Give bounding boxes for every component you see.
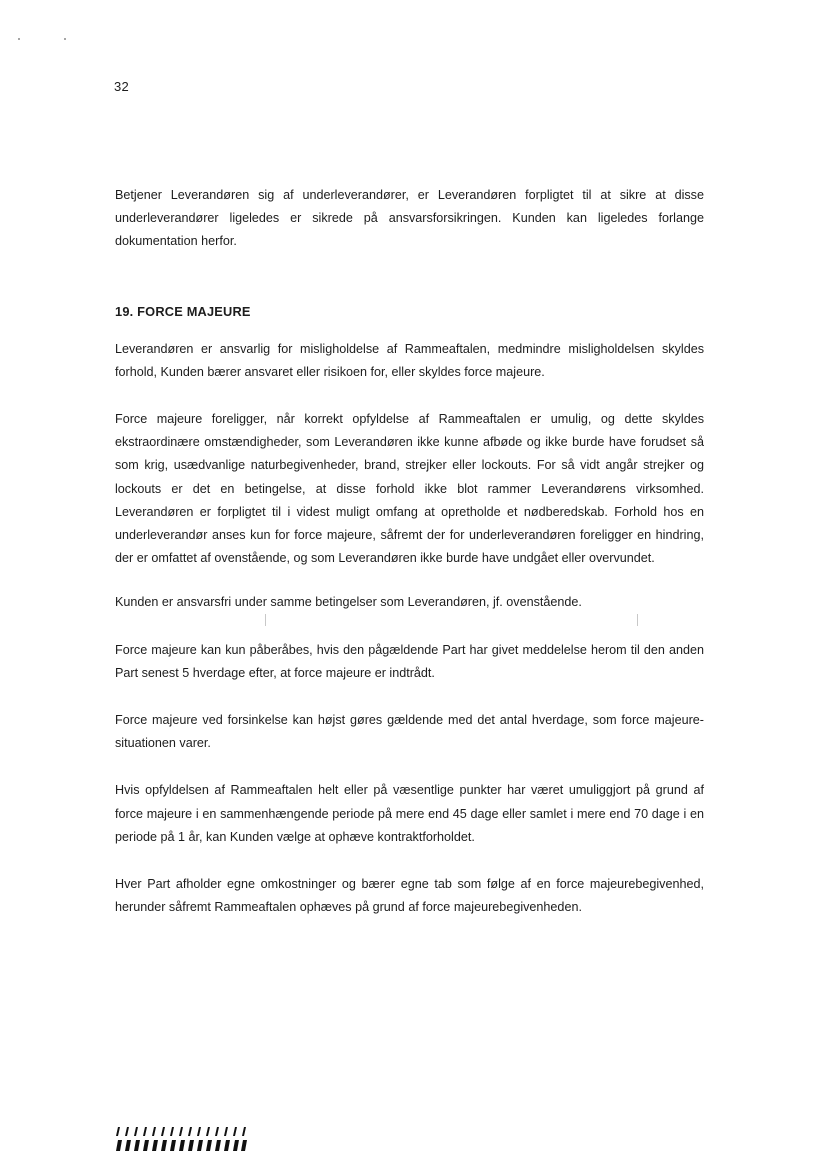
scan-margin-mark xyxy=(637,614,638,626)
scan-artifact-dot xyxy=(64,38,66,40)
page-number: 32 xyxy=(114,79,130,94)
paragraph-notice: Force majeure kan kun påberåbes, hvis den pågældende Part har givet meddelelse herom til den anden Part senest 5 hverdage efter, at force majeure er indtrådt. xyxy=(115,642,704,680)
paragraph-costs: Hver Part afholder egne omkostninger og bærer egne tab som følge af en force majeurebegivenhed, herunder såfremt Rammeaftalen ophæves på grund af force majeurebegivenheden. xyxy=(115,877,704,915)
paragraph-termination: Hvis opfyldelsen af Rammeaftalen helt eller på væsentlige punkter har været umuliggjort på grund af force majeure i en sammenhængende periode på mere end 45 dage eller samlet i mere end 70 dage i en periode på 1 år, kan Kunden vælge at ophæve kontraktforholdet. xyxy=(115,783,704,844)
document-body xyxy=(115,184,704,943)
scan-artifact-dot xyxy=(18,38,20,40)
scan-margin-mark xyxy=(265,614,266,626)
paragraph-customer-exemption: Kunden er ansvarsfri under samme betingelser som Leverandøren, jf. ovenstående. xyxy=(115,595,582,610)
paragraph-definition: Force majeure foreligger, når korrekt opfyldelse af Rammeaftalen er umulig, og dette skyldes ekstraordinære omstændigheder, som Leverandøren ikke kunne afbøde og ikke burde have forudset så som krig, usædvanlige naturbegivenheder, brand, strejker eller lockouts. For så vidt angår strejker og lockouts er det en betingelse, at disse forhold ikke blot rammer Leverandørens virksomhed. Leverandøren er forpligtet til i videst muligt omfang at opretholde et nødberedskab. Forhold hos en underleverandør anses kun for force majeure, såfremt der for underleverandøren foreligger en hindring, der er omfattet af ovenstående, og som Leverandøren ikke burde have undgået eller overvundet. xyxy=(115,412,704,566)
paragraph-delay: Force majeure ved forsinkelse kan højst gøres gældende med det antal hverdage, som force majeure-situationen varer. xyxy=(115,713,704,751)
document-barcode xyxy=(116,1125,248,1153)
paragraph-liability: Leverandøren er ansvarlig for misligholdelse af Rammeaftalen, medmindre misligholdelsen skyldes forhold, Kunden bærer ansvaret eller risikoen for, eller skyldes force majeure. xyxy=(115,341,704,379)
section-heading: 19. FORCE MAJEURE xyxy=(115,303,251,319)
intro-paragraph: Betjener Leverandøren sig af underleverandører, er Leverandøren forpligtet til at sikre at disse underleverandører ligeledes er sikrede på ansvarsforsikringen. Kunden kan ligeledes forlange dokumentation herfor. xyxy=(115,188,704,249)
